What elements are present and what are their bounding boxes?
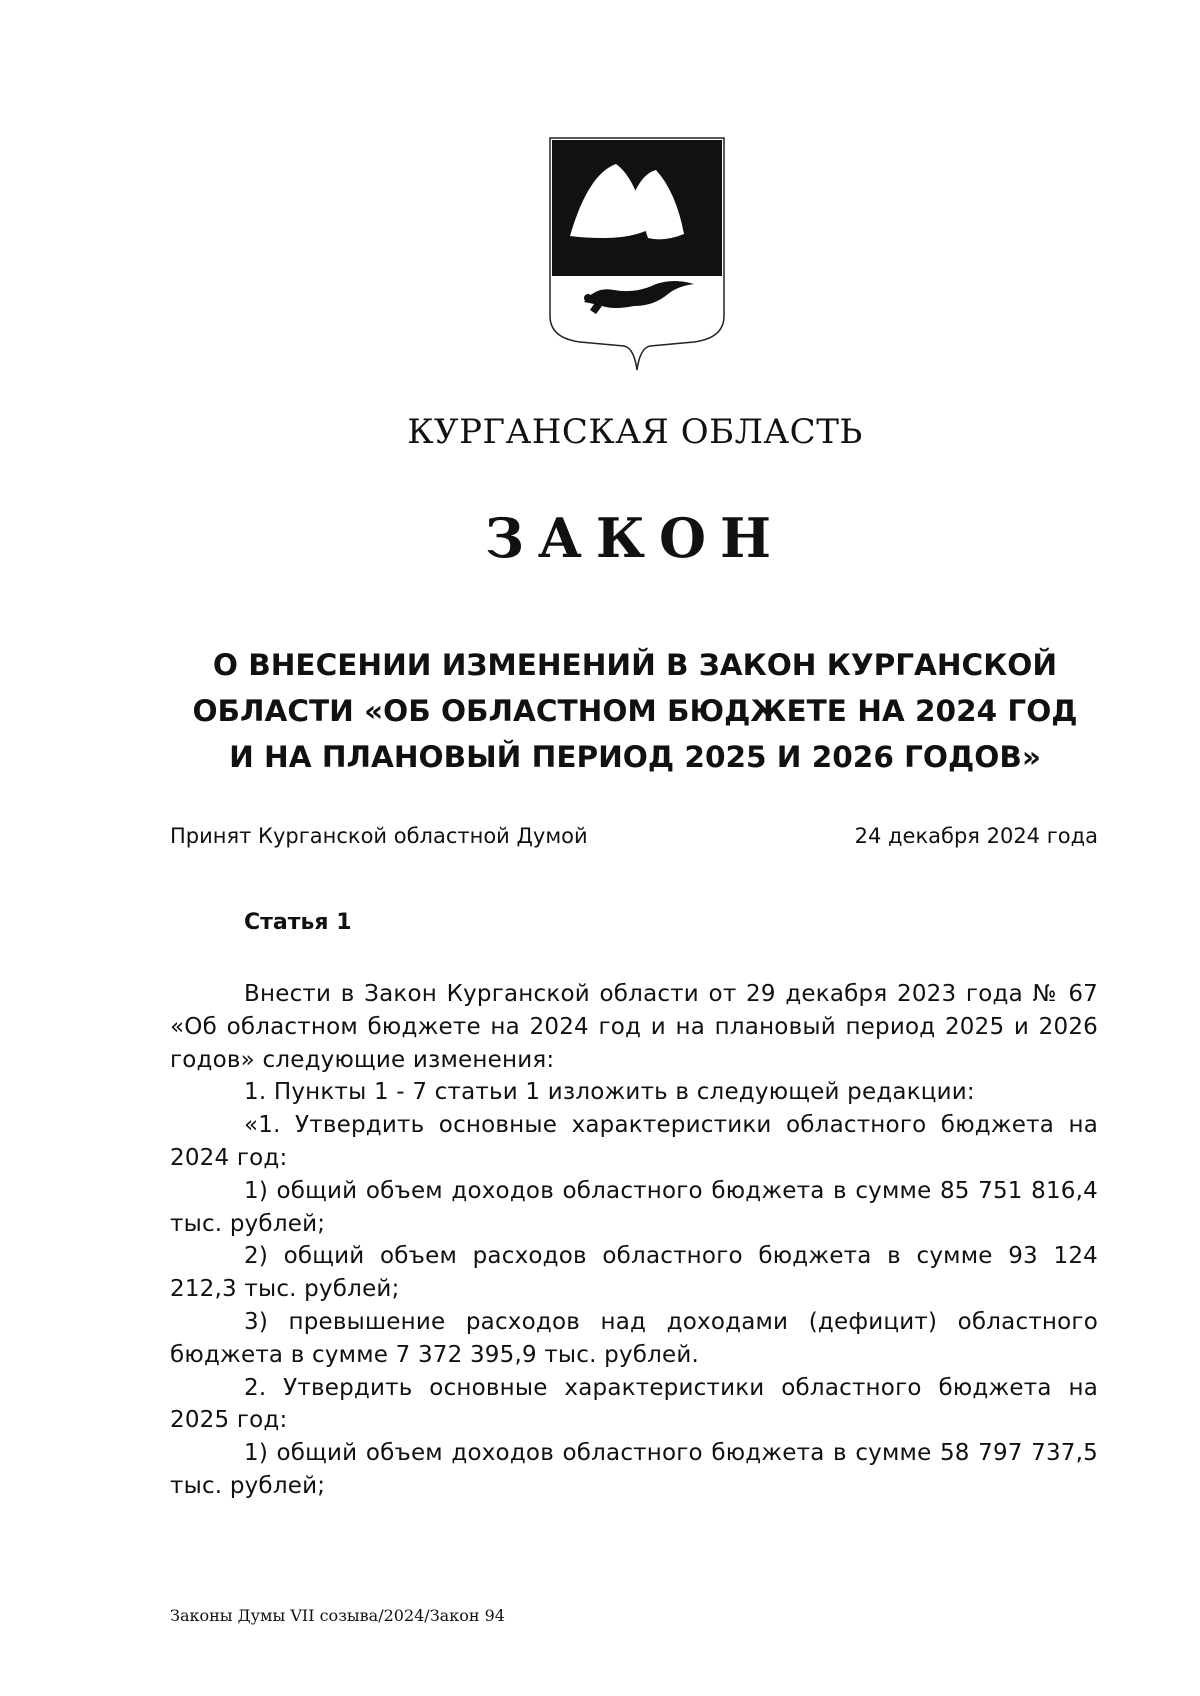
article-body — [170, 978, 1098, 1503]
law-title-line: И НА ПЛАНОВЫЙ ПЕРИОД 2025 И 2026 ГОДОВ» — [229, 740, 1041, 774]
adopted-by: Принят Курганской областной Думой — [170, 824, 588, 848]
article-heading: Статья 1 — [244, 910, 352, 935]
article-paragraph: «1. Утвердить основные характеристики областного бюджета на 2024 год: — [170, 1112, 1098, 1171]
coat-of-arms-emblem — [544, 134, 730, 372]
article-paragraph: 2) общий объем расходов областного бюджета в сумме 93 124 212,3 тыс. рублей; — [170, 1243, 1098, 1303]
article-paragraph: 1. Пункты 1 - 7 статьи 1 изложить в следующей редакции: — [244, 1079, 975, 1106]
article-paragraph: Внести в Закон Курганской области от 29 декабря 2023 года № 67 «Об областном бюджете на 2024 год и на плановый период 2025 и 2026 годов» следующие изменения: — [170, 981, 1098, 1073]
adoption-date: 24 декабря 2024 года — [854, 824, 1098, 848]
footer-reference: Законы Думы VII созыва/2024/Закон 94 — [170, 1606, 505, 1625]
article-paragraph: 2. Утвердить основные характеристики областного бюджета на 2025 год: — [170, 1374, 1098, 1434]
law-title — [160, 642, 1110, 780]
document-type: ЗАКОН — [484, 506, 786, 570]
region-title: КУРГАНСКАЯ ОБЛАСТЬ — [407, 412, 863, 452]
law-title-line: ОБЛАСТИ «ОБ ОБЛАСТНОМ БЮДЖЕТЕ НА 2024 ГОД — [192, 694, 1078, 728]
article-paragraph: 3) превышение расходов над доходами (дефицит) областного бюджета в сумме 7 372 395,9 тыс. рублей. — [170, 1308, 1098, 1368]
article-paragraph: 1) общий объем доходов областного бюджета в сумме 85 751 816,4 тыс. рублей; — [170, 1177, 1098, 1237]
law-title-line: О ВНЕСЕНИИ ИЗМЕНЕНИЙ В ЗАКОН КУРГАНСКОЙ — [212, 648, 1058, 682]
article-paragraph: 1) общий объем доходов областного бюджета в сумме 58 797 737,5 тыс. рублей; — [170, 1440, 1098, 1499]
